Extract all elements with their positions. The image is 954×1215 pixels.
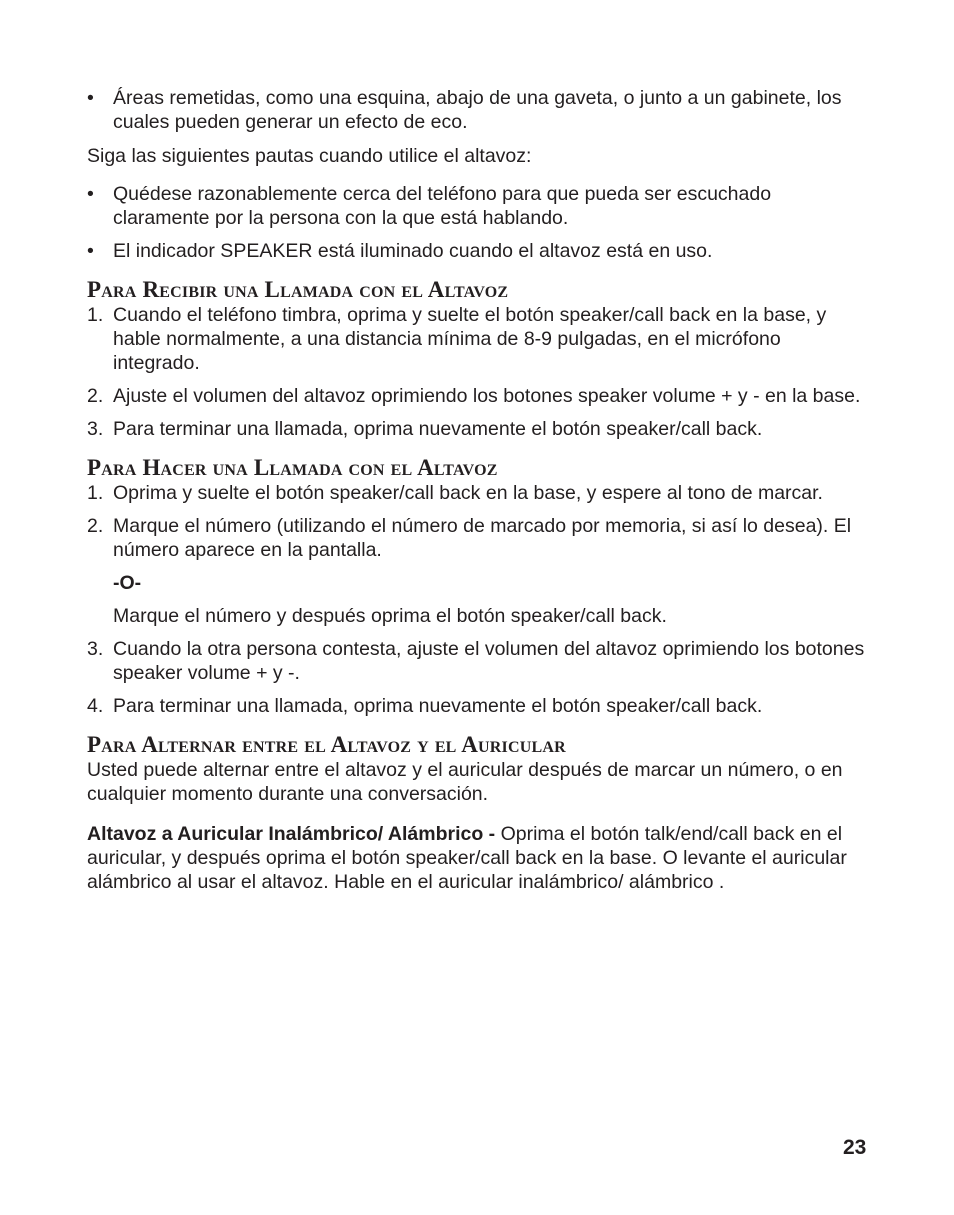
bullet-text: Áreas remetidas, como una esquina, abajo de una gaveta, o junto a un gabinete, los cuales pueden generar un efecto de eco. bbox=[113, 87, 842, 133]
step-number: 2. bbox=[87, 385, 104, 407]
step-number: 4. bbox=[87, 695, 104, 717]
step-text: Para terminar una llamada, oprima nuevamente el botón speaker/call back. bbox=[113, 695, 763, 717]
make-step-4 bbox=[87, 694, 867, 718]
page-number: 23 bbox=[843, 1136, 867, 1159]
make-step-2 bbox=[87, 514, 867, 628]
guideline-bullet-list bbox=[87, 182, 867, 263]
bullet-icon: • bbox=[87, 240, 94, 262]
step-number: 3. bbox=[87, 638, 104, 660]
switch-instruction-body: Oprima el botón talk/end/call back en el auricular, y después oprima el botón speaker/call back en la base. O levante el auricular alámbrico al usar el altavoz. Hable en el auricular inalámbrico/ alámbrico . bbox=[87, 823, 847, 893]
step-alternative-text: Marque el número y después oprima el botón speaker/call back. bbox=[113, 605, 667, 627]
switch-instruction-lead: Altavoz a Auricular Inalámbrico/ Alámbrico - bbox=[87, 823, 496, 845]
switch-section bbox=[87, 732, 867, 894]
bullet-text: Quédese razonablemente cerca del teléfono para que pueda ser escuchado claramente por la persona con la que está hablando. bbox=[113, 183, 772, 229]
document-page bbox=[87, 86, 867, 903]
intro-bullet-list bbox=[87, 86, 867, 134]
guidelines-intro: Siga las siguientes pautas cuando utilice el altavoz: bbox=[87, 145, 532, 167]
or-separator: -O- bbox=[113, 572, 142, 594]
bullet-icon: • bbox=[87, 87, 94, 109]
make-call-section bbox=[87, 455, 867, 718]
step-number: 1. bbox=[87, 482, 104, 504]
bullet-icon: • bbox=[87, 183, 94, 205]
guideline-bullet-2 bbox=[87, 239, 867, 263]
guideline-bullet-1 bbox=[87, 182, 867, 230]
make-call-heading: Para Hacer una Llamada con el Altavoz bbox=[87, 455, 498, 480]
step-text: Para terminar una llamada, oprima nuevamente el botón speaker/call back. bbox=[113, 418, 763, 440]
step-number: 2. bbox=[87, 515, 104, 537]
switch-intro: Usted puede alternar entre el altavoz y el auricular después de marcar un número, o en cualquier momento durante una conversación. bbox=[87, 759, 843, 805]
bullet-text: El indicador SPEAKER está iluminado cuando el altavoz está en uso. bbox=[113, 240, 713, 262]
step-text: Marque el número (utilizando el número de marcado por memoria, si así lo desea). El número aparece en la pantalla. bbox=[113, 515, 852, 561]
receive-call-section bbox=[87, 277, 867, 441]
step-text: Ajuste el volumen del altavoz oprimiendo los botones speaker volume + y - en la base. bbox=[113, 385, 861, 407]
step-number: 1. bbox=[87, 304, 104, 326]
step-text: Cuando la otra persona contesta, ajuste el volumen del altavoz oprimiendo los botones speaker volume + y -. bbox=[113, 638, 865, 684]
switch-instruction bbox=[87, 822, 867, 894]
receive-call-steps bbox=[87, 303, 867, 441]
step-text: Cuando el teléfono timbra, oprima y suelte el botón speaker/call back en la base, y hable normalmente, a una distancia mínima de 8-9 pulgadas, en el micrófono integrado. bbox=[113, 304, 827, 374]
receive-step-2 bbox=[87, 384, 867, 408]
intro-bullet-1 bbox=[87, 86, 867, 134]
make-step-1 bbox=[87, 481, 867, 505]
make-step-3 bbox=[87, 637, 867, 685]
receive-step-3 bbox=[87, 417, 867, 441]
step-number: 3. bbox=[87, 418, 104, 440]
receive-call-heading: Para Recibir una Llamada con el Altavoz bbox=[87, 277, 509, 302]
make-call-steps bbox=[87, 481, 867, 718]
step-text: Oprima y suelte el botón speaker/call back en la base, y espere al tono de marcar. bbox=[113, 482, 823, 504]
switch-heading: Para Alternar entre el Altavoz y el Auricular bbox=[87, 732, 566, 757]
receive-step-1 bbox=[87, 303, 867, 375]
